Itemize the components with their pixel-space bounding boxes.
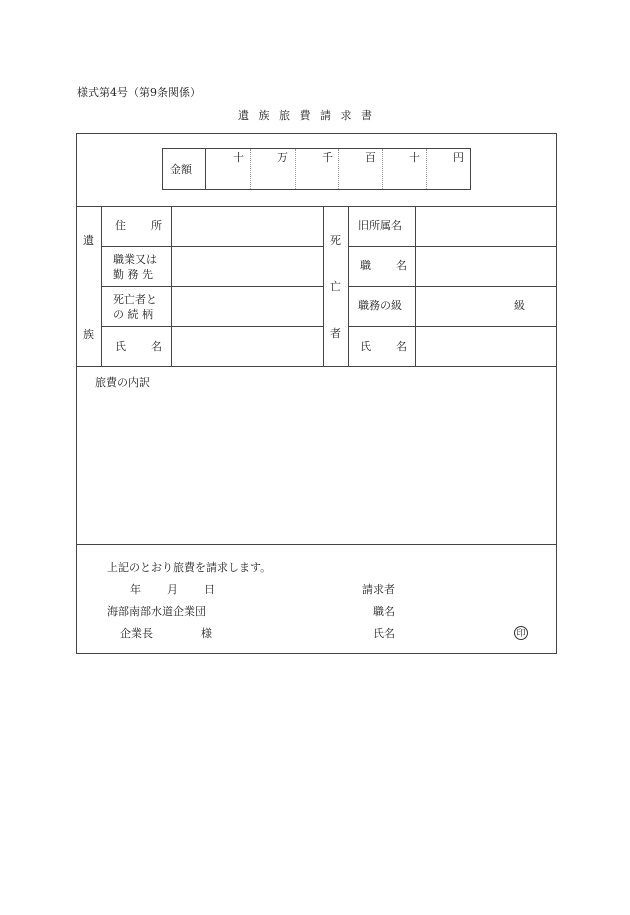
amount-label: 金額 [170,163,192,176]
requester-title-label: 職名 [373,605,395,618]
addressee: 企業長 [120,627,153,640]
family-name-label: 氏 名 [115,340,163,353]
requester-name-label: 氏名 [373,627,395,640]
amount-unit-hyaku: 百 [365,151,376,164]
seal-mark: 印 [514,626,528,640]
organization-name: 海部南部水道企業団 [107,605,206,618]
deceased-grade-field[interactable] [416,287,511,325]
deceased-grade-label: 職務の級 [358,299,402,312]
amount-unit-man: 万 [277,151,288,164]
honorific: 様 [201,627,212,640]
amount-unit-en: 円 [453,151,464,164]
deceased-job-title-label: 職 名 [360,259,408,272]
date-year: 年 [130,583,141,596]
family-occupation-field[interactable] [172,247,322,285]
deceased-side-label-1: 死 [330,234,341,247]
family-address-field[interactable] [172,207,322,245]
deceased-job-title-field[interactable] [416,247,556,285]
deceased-side-label-2: 亡 [330,280,341,293]
requester-name-field[interactable] [402,625,502,643]
deceased-name-label: 氏 名 [360,340,408,353]
family-side-label-top: 遺 [83,234,94,247]
family-occupation-label: 職業又は 勤 務 先 [113,253,157,281]
deceased-grade-suffix: 級 [514,299,525,312]
requester-label: 請求者 [362,583,395,596]
deceased-side-label-3: 者 [330,327,341,340]
amount-unit-ju2: 十 [409,151,420,164]
family-relationship-label: 死亡者と の 続 柄 [113,293,157,321]
amount-unit-ju1: 十 [233,151,244,164]
amount-box [162,148,471,190]
document-title: 遺 族 旅 費 請 求 書 [238,109,375,122]
date-day: 日 [204,583,215,596]
breakdown-field[interactable] [78,392,555,542]
family-side-label-bottom: 族 [83,328,94,341]
breakdown-label: 旅費の内訳 [95,376,150,389]
form-number: 様式第4号（第9条関係） [77,86,201,99]
family-relationship-field[interactable] [172,287,322,325]
date-month: 月 [167,583,178,596]
family-name-field[interactable] [172,327,322,365]
deceased-name-field[interactable] [416,327,556,365]
deceased-former-dept-label: 旧所属名 [358,219,402,232]
deceased-former-dept-field[interactable] [416,207,556,245]
request-statement: 上記のとおり旅費を請求します。 [107,561,272,574]
amount-unit-sen: 千 [322,151,333,164]
family-address-label: 住 所 [115,219,163,232]
